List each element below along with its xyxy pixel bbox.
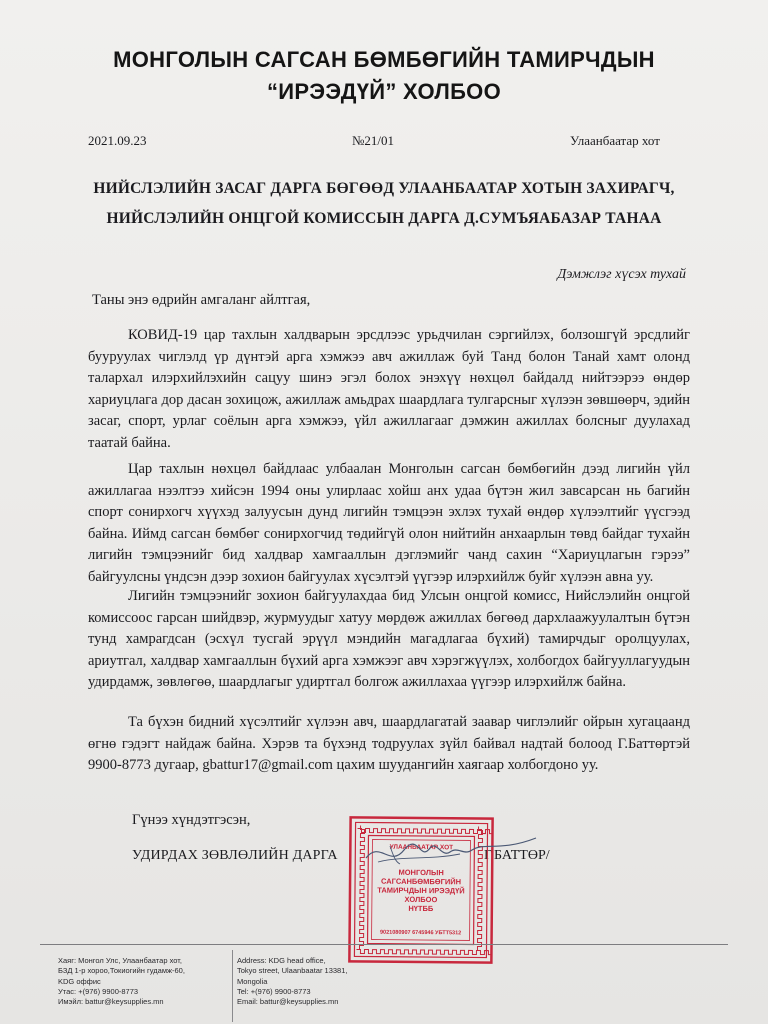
- body-paragraph-2: Цар тахлын нөхцөл байдлаас улбаалан Монголын сагсан бөмбөгийн дээд лигийн үйл ажиллагаа нээлтээ хийсэн 1994 оны улирлаас хойш анх удаа бүтэн жил завсарсан нь багийн спорт сонирхогч хүүхэд залуусын дунд лигийн тэмцээн эхлэх тухай өндөр хүлээлтийг үүсгээд байна. Иймд сагсан бөмбөг сонирхогчид төдийгүй олон нийтийн анхаарлын төвд байдаг тухайн лигийн тэмцээнийг бид халдвар хамгааллын дэглэмийг чанд сахин “Хариуцлагын гэрээ” байгуулсны үндсэн дээр зохион байгуулах хүсэлтэй үүгээр илэрхийлж буйг хүлээн авна уу.: [88, 461, 690, 585]
- letter-subject: Дэмжлэг хүсэх тухай: [557, 267, 686, 282]
- footer-left-line: БЗД 1-р хороо,Токиогийн гудамж-60,: [58, 966, 185, 976]
- document-number: №21/01: [352, 133, 395, 148]
- stamp-line-4: ХОЛБОО: [404, 894, 438, 905]
- body-paragraph-1: КОВИД-19 цар тахлын халдварын эрсдлээс урьдчилан сэргийлэх, болзошгүй эрсдлийг бууруулах чиглэлд үр дүнтэй арга хэмжээ авч ажиллаж буй Танд болон Танай хамт олонд талархал илэрхийлэхийн сацуу шинэ эгэл болох энэхүү нөхцөл байдалд нийтээрээ өндөр хариуцлага дор дасан зохицож, ажиллаж амьдрах шаардлага тулгарсныг хүлээн зөвшөөрч, эдийн засаг, спорт, урлаг соёлын арга хэмжээ, үйл ажиллагааг дэмжин ажиллах болсныг дуулахад таатай байна.: [88, 327, 690, 451]
- footer-right-line: Tel: +(976) 9900-8773: [237, 986, 311, 996]
- recipient-line1: НИЙСЛЭЛИЙН ЗАСАГ ДАРГА БӨГӨӨД УЛААНБААТАР ХОТЫН ЗАХИРАГЧ,: [93, 180, 675, 197]
- footer-right-line: Address: KDG head office,: [237, 956, 326, 965]
- closing-phrase: Гүнээ хүндэтгэсэн,: [132, 812, 251, 828]
- footer-contact-mongolian: [58, 956, 228, 1007]
- recipient-line2: НИЙСЛЭЛИЙН ОНЦГОЙ КОМИССЫН ДАРГА Д.СУМЪЯАБАЗАР ТАНАА: [106, 210, 662, 227]
- handwritten-signature-icon: [360, 828, 540, 878]
- stamp-line-3: ТАМИРЧДЫН ИРЭЭДҮЙ: [377, 885, 465, 896]
- footer-left-line: Утас: +(976) 9900-8773: [58, 986, 139, 996]
- body-paragraph-3: Лигийн тэмцээнийг зохион байгуулахдаа бид Улсын онцгой комисс, Нийслэлийн онцгой комиссоос гарсан шийдвэр, журмуудыг хатуу мөрдөж ажиллах бөгөөд дархлаажуулалтын бүтэн тунд хамрагдсан (эсхүл тусгай эрүүл мэндийн магадлагаа бүхий) тамирчдыг оролцуулах, ариутгал, халдвар хамгааллын бүхий арга хэмжээг авч хэрэгжүүлэх, холбогдох байгууллагуудын удирдамж, зөвлөгөө, шаардлагыг удиртгал болгож ажиллахаа үүгээр илэрхийлж байна.: [88, 588, 690, 690]
- stamp-top-text: УЛААНБААТАР ХОТ: [389, 843, 454, 852]
- organization-name-line2: “ИРЭЭДҮЙ” ХОЛБОО: [266, 79, 502, 104]
- footer-right-line: Mongolia: [237, 976, 268, 986]
- footer-contact-english: [232, 950, 397, 1022]
- footer-divider: [40, 944, 728, 945]
- stamp-line-1: МОНГОЛЫН: [398, 867, 444, 878]
- stamp-line-2: САГСАНБӨМБӨГИЙН: [381, 876, 462, 887]
- stamp-bottom-text: 9021080907 6745946 УБТТ5312: [379, 929, 462, 937]
- footer-right-line: Tokyo street, Ulaanbaatar 13381,: [237, 966, 348, 976]
- document-place: Улаанбаатар хот: [570, 133, 660, 148]
- organization-name-line1: МОНГОЛЫН САГСАН БӨМБӨГИЙН ТАМИРЧДЫН: [113, 47, 655, 72]
- document-date: 2021.09.23: [88, 133, 147, 148]
- stamp-line-5: НҮТББ: [408, 903, 434, 914]
- greeting: Таны энэ өдрийн амгаланг айлтгая,: [92, 292, 311, 308]
- body-paragraph-4: Та бүхэн бидний хүсэлтийг хүлээн авч, шаардлагатай заавар чиглэлийг ойрын хугацаанд өгнө гэдэгт найдаж байна. Хэрэв та бүхэнд тодруулах зүйл байвал надтай болоод Г.Баттөртэй 9900-8773 дугаар, gbattur17@gmail.com цахим шуудангийн хаягаар холбогдоно уу.: [88, 714, 690, 773]
- signatory-title: УДИРДАХ ЗӨВЛӨЛИЙН ДАРГА: [132, 848, 338, 863]
- footer-left-line: Имэйл: battur@keysupplies.mn: [58, 997, 164, 1007]
- footer-right-line: Email: battur@keysupplies.mn: [237, 997, 339, 1007]
- footer-left-line: KDG оффис: [58, 976, 101, 986]
- footer-left-line: Хаяг: Монгол Улс, Улаанбаатар хот,: [58, 956, 182, 965]
- signatory-name: Г.БАТТӨР/: [484, 848, 550, 863]
